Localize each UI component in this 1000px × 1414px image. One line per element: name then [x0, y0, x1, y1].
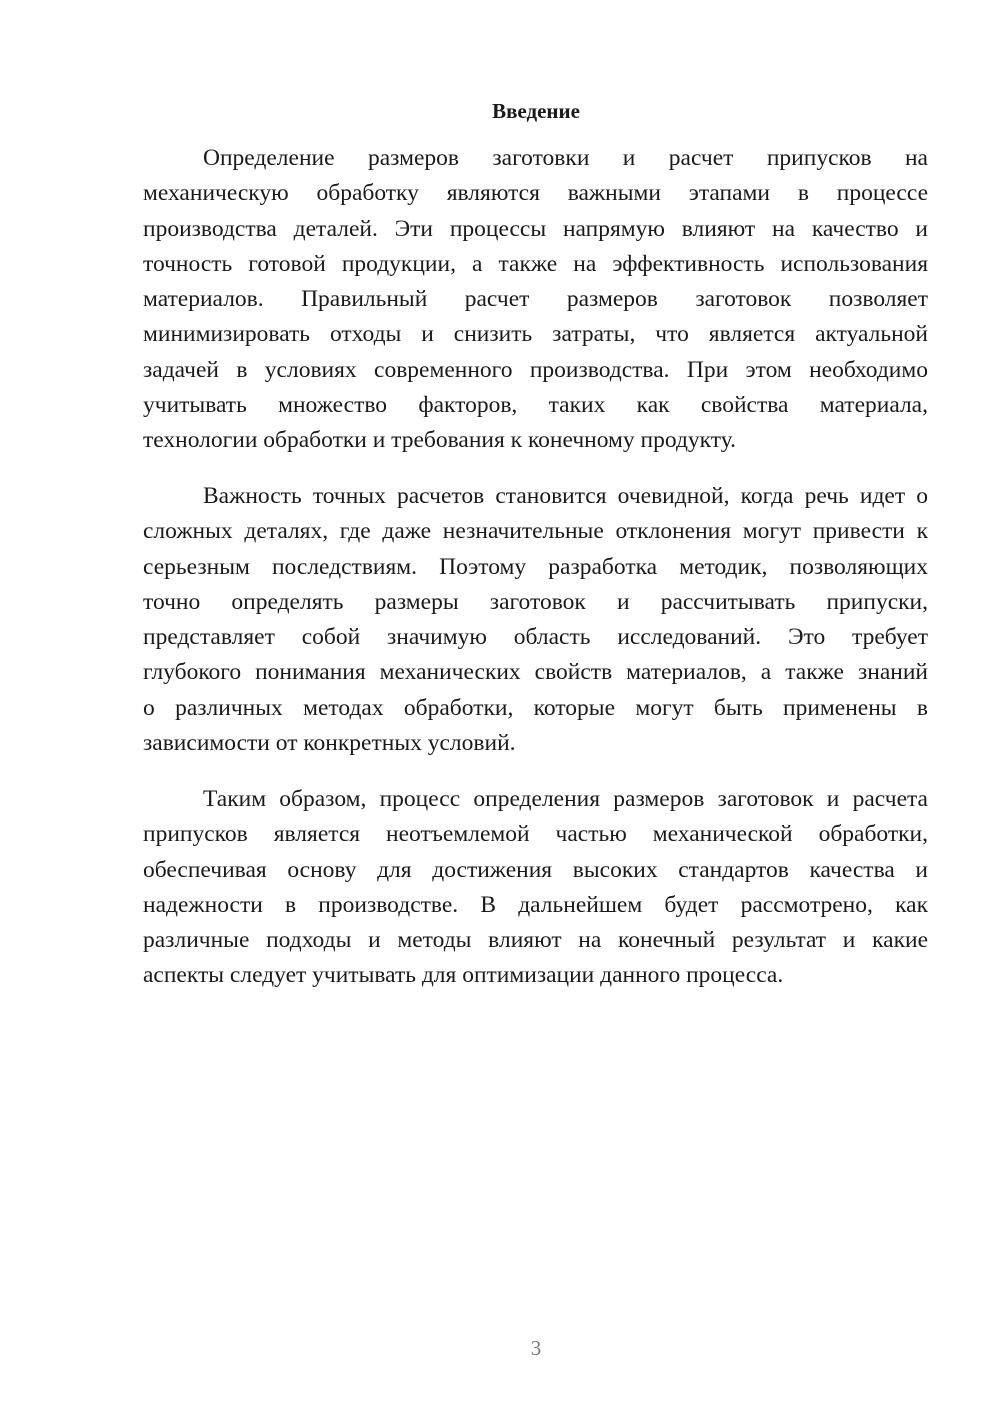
- paragraph-line: задачей в условиях современного производства. При этом необходимо: [143, 356, 928, 383]
- paragraph-line: точность готовой продукции, а также на эффективность использования: [143, 250, 928, 277]
- paragraph-line: аспекты следует учитывать для оптимизации данного процесса.: [143, 962, 784, 989]
- paragraph-line: Таким образом, процесс определения размеров заготовок и расчета: [203, 786, 928, 812]
- page-number: 3: [530, 1336, 542, 1360]
- paragraph-line: технологии обработки и требования к конечному продукту.: [143, 427, 736, 454]
- paragraph-line: зависимости от конкретных условий.: [143, 730, 516, 757]
- paragraph-line: минимизировать отходы и снизить затраты, что является актуальной: [143, 321, 928, 348]
- paragraph-1: [143, 141, 928, 459]
- paragraph-line: различные подходы и методы влияют на конечный результат и какие: [143, 927, 928, 954]
- paragraph-line: механическую обработку являются важными этапами в процессе: [143, 180, 928, 207]
- paragraph-line: производства деталей. Эти процессы напрямую влияют на качество и: [143, 215, 928, 242]
- paragraph-line: обеспечивая основу для достижения высоких стандартов качества и: [143, 856, 928, 883]
- section-title: Введение: [492, 99, 580, 123]
- paragraph-line: серьезным последствиям. Поэтому разработка методик, позволяющих: [143, 553, 928, 580]
- paragraph-line: Важность точных расчетов становится очевидной, когда речь идет о: [203, 483, 928, 509]
- paragraph-line: Определение размеров заготовки и расчет припусков на: [203, 145, 928, 171]
- paragraph-line: точно определять размеры заготовок и рассчитывать припуски,: [143, 588, 928, 615]
- paragraph-line: учитывать множество факторов, таких как свойства материала,: [143, 392, 928, 419]
- paragraph-line: о различных методах обработки, которые могут быть применены в: [143, 694, 928, 721]
- paragraph-2: [143, 479, 928, 761]
- paragraph-line: представляет собой значимую область исследований. Это требует: [143, 624, 928, 651]
- paragraph-line: надежности в производстве. В дальнейшем будет рассмотрено, как: [143, 891, 928, 918]
- paragraph-line: сложных деталях, где даже незначительные отклонения могут привести к: [143, 518, 928, 545]
- paragraph-line: припусков является неотъемлемой частью механической обработки,: [143, 821, 928, 848]
- paragraph-3: [143, 782, 928, 994]
- paragraph-line: глубокого понимания механических свойств материалов, а также знаний: [143, 659, 928, 686]
- paragraph-line: материалов. Правильный расчет размеров заготовок позволяет: [143, 286, 928, 313]
